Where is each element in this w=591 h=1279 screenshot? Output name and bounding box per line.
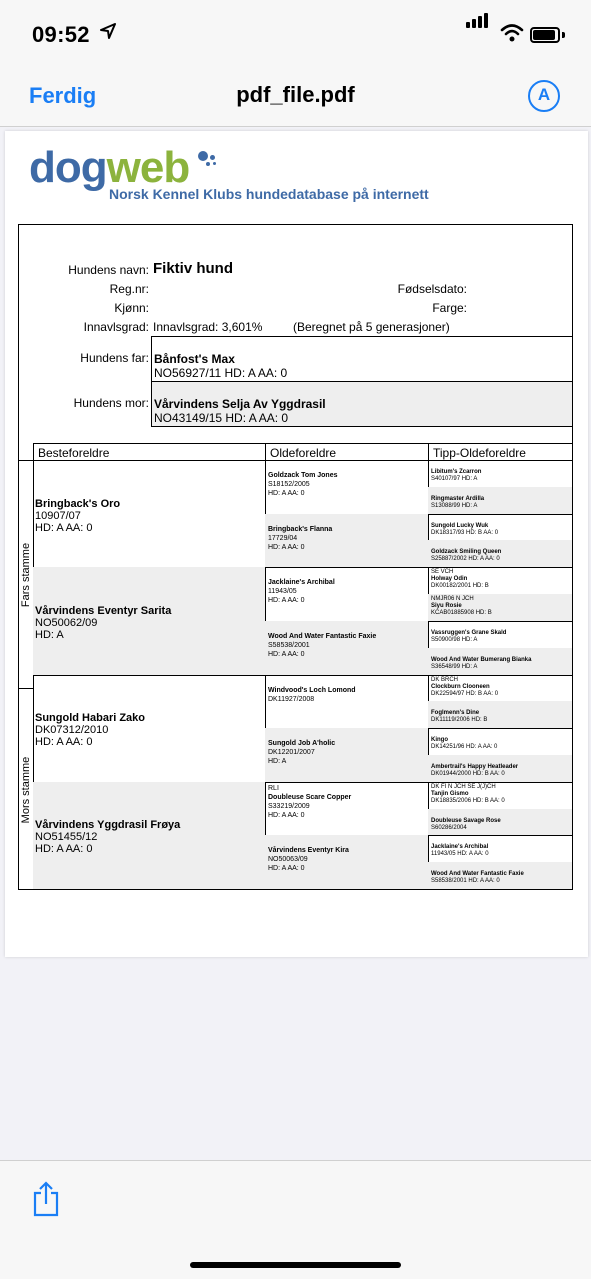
fathers-line-label: Fars stamme (19, 460, 34, 689)
dog-health: HD: A AA: 0 (268, 490, 305, 497)
dog-name: Jacklaine's Archibal (268, 579, 335, 587)
mothers-line-label: Mors stamme (19, 688, 34, 890)
dog-title: SE VCH (431, 569, 454, 576)
dog-title: RLI (268, 784, 279, 792)
inbreeding-value: Innavlsgrad: 3,601% (153, 320, 263, 334)
g2-cell (265, 514, 429, 569)
dog-info: S40107/97 HD: A (431, 476, 478, 482)
dog-name: Sungold Lucky Wuk (431, 522, 489, 529)
dog-name: Vassruggen's Grane Skald (431, 629, 507, 636)
dog-health: HD: A AA: 0 (268, 543, 305, 551)
location-icon (100, 23, 116, 44)
dog-info: DK18835/2006 HD: B AA: 0 (431, 797, 505, 804)
bottom-toolbar (0, 1160, 591, 1279)
dog-info: KCAB01885908 HD: B (431, 610, 492, 617)
dog-name: Holway Odin (431, 576, 468, 583)
g2-cell (265, 675, 429, 730)
dog-name: Libitum's Zcarron (431, 469, 482, 475)
dog-reg: S33219/2009 (268, 802, 310, 810)
dog-health: HD: A AA: 0 (35, 521, 93, 534)
dog-name: Goldzack Smiling Queen (431, 549, 502, 556)
dog-reg: DK07312/2010 (35, 724, 109, 737)
mother-label: Hundens mor: (73, 396, 149, 410)
dog-name: Siyu Rosie (431, 603, 462, 610)
dog-health: HD: A AA: 0 (268, 811, 305, 819)
dog-health: HD: A AA: 0 (35, 843, 93, 856)
dog-name: Doubleuse Savage Rose (431, 817, 501, 824)
father-info: NO56927/11 HD: A AA: 0 (154, 366, 288, 380)
dog-name: Bringback's Oro (35, 497, 121, 510)
header-great-great-grandparents: Tipp-Oldeforeldre (428, 443, 573, 461)
dog-name: Wood And Water Bumerang Bianka (431, 656, 532, 663)
dog-info: DK11119/2006 HD: B (431, 717, 488, 724)
dog-info: S60286/2004 (431, 824, 467, 831)
color-label: Farge: (432, 301, 467, 315)
dog-reg: S58538/2001 (268, 641, 310, 649)
dog-info: S25887/2002 HD: A AA: 0 (431, 556, 500, 563)
dog-name: Ambertrail's Happy Heatleader (431, 763, 519, 770)
name-label: Hundens navn: (68, 263, 149, 277)
dog-info: S58538/2001 HD: A AA: 0 (431, 878, 500, 885)
g2-cell (265, 728, 429, 783)
mother-info: NO43149/15 HD: A AA: 0 (154, 411, 289, 425)
dog-info: S50900/98 HD: A (431, 636, 478, 643)
dog-reg: 10907/07 (35, 509, 81, 522)
dog-name: Tanjin Gismo (431, 790, 469, 797)
dog-health: HD: A AA: 0 (268, 597, 305, 605)
dog-info: DK18317/93 HD: B AA: 0 (431, 529, 499, 536)
g2-cell (265, 782, 429, 837)
dog-reg: NO50062/09 (35, 616, 98, 629)
g2-cell (265, 621, 429, 676)
clock: 09:52 (32, 22, 90, 47)
g3-cell (428, 487, 573, 515)
dog-health: HD: A AA: 0 (268, 650, 305, 658)
dog-info: 11943/05 HD: A AA: 0 (431, 851, 489, 858)
g3-cell (428, 460, 573, 488)
dog-name: Vårvindens Yggdrasil Frøya (35, 819, 181, 832)
birthdate-label: Fødselsdato: (397, 282, 467, 296)
g3-cell (428, 621, 573, 649)
mother-box (151, 381, 573, 427)
mother-name: Vårvindens Selja Av Yggdrasil (154, 397, 326, 411)
pdf-page (5, 131, 588, 957)
father-label: Hundens far: (80, 351, 149, 365)
g2-cell (265, 567, 429, 622)
g1-cell (33, 675, 266, 783)
father-box (151, 336, 573, 382)
dog-name: Foglmenn's Dine (431, 710, 480, 717)
dog-name: Kingo (431, 737, 448, 744)
share-icon[interactable] (32, 1181, 60, 1217)
dog-name: Vårvindens Eventyr Sarita (35, 604, 172, 617)
header-great-grandparents: Oldeforeldre (265, 443, 429, 461)
g3-cell (428, 648, 573, 676)
dog-reg: DK12201/2007 (268, 749, 315, 757)
dogweb-logo: dogweb (29, 143, 190, 192)
dog-info: S13088/99 HD: A (431, 502, 478, 509)
g3-cell (428, 835, 573, 863)
dog-title: DK BRCH (431, 676, 459, 683)
reg-label: Reg.nr: (109, 282, 149, 296)
g2-cell (265, 835, 429, 890)
pdf-viewer[interactable] (0, 128, 591, 1160)
dog-name: Sungold Habari Zako (35, 712, 146, 725)
dog-title: NMJR06 N JCH (431, 596, 474, 603)
battery-icon (530, 27, 560, 43)
dog-name: Doubleuse Scare Copper (268, 793, 352, 801)
inbreeding-note: (Beregnet på 5 generasjoner) (293, 320, 450, 334)
gender-label: Kjønn: (114, 301, 149, 315)
dog-reg: NO50063/09 (268, 856, 308, 864)
g3-cell (428, 594, 573, 622)
g3-cell (428, 540, 573, 568)
dog-reg: NO51455/12 (35, 831, 98, 844)
dog-name: Ringmaster Ardilla (431, 495, 485, 502)
dog-reg: S18152/2005 (268, 481, 310, 488)
father-name: Bånfost's Max (154, 352, 235, 366)
g1-cell (33, 782, 266, 890)
g1-cell (33, 460, 266, 568)
g2-cell (265, 460, 429, 515)
dog-info: DK22594/97 HD: B AA: 0 (431, 690, 499, 697)
dog-title: DK FI N JCH SE J(J)CH (431, 783, 496, 790)
dog-name: Bringback's Flanna (268, 525, 333, 533)
dog-info: DK00182/2001 HD: B (431, 583, 489, 590)
g3-cell (428, 782, 573, 810)
dog-health: HD: A (268, 758, 287, 766)
markup-icon[interactable] (528, 80, 560, 112)
g3-cell (428, 755, 573, 783)
dog-info: DK14251/96 HD: A AA: 0 (431, 744, 498, 751)
dog-health: HD: A (35, 628, 64, 641)
status-bar (0, 0, 591, 70)
logo-subtitle: Norsk Kennel Klubs hundedatabase på internett (109, 186, 429, 202)
dog-reg: 11943/05 (268, 588, 297, 596)
navigation-bar (0, 70, 591, 127)
dog-reg: DK11927/2008 (268, 695, 315, 703)
dog-name: Vårvindens Eventyr Kira (268, 847, 349, 855)
home-indicator[interactable] (190, 1262, 401, 1268)
g3-cell (428, 514, 573, 542)
g3-cell (428, 809, 573, 837)
g3-cell (428, 675, 573, 703)
header-grandparents: Besteforeldre (33, 443, 266, 461)
g1-cell (33, 567, 266, 675)
dog-info: S36548/99 HD: A (431, 663, 478, 670)
done-button[interactable]: Ferdig (29, 83, 97, 108)
dog-name: Clockburn Clooneen (431, 683, 490, 690)
battery-tip (562, 32, 565, 38)
document-title: pdf_file.pdf (236, 82, 355, 107)
g3-cell (428, 862, 573, 890)
pedigree-document (18, 224, 573, 890)
dog-name: Wood And Water Fantastic Faxie (431, 871, 524, 878)
g3-cell (428, 728, 573, 756)
inbreeding-label: Innavlsgrad: (83, 320, 149, 334)
dog-health: HD: A AA: 0 (35, 736, 93, 749)
wifi-icon (500, 24, 524, 48)
dog-name: Fiktiv hund (153, 260, 233, 277)
dog-name: Sungold Job A'holic (268, 740, 336, 748)
dog-reg: 17729/04 (268, 534, 298, 542)
dog-name: Goldzack Tom Jones (268, 472, 338, 479)
dog-info: DK01944/2000 HD: B AA: 0 (431, 770, 505, 777)
g3-cell (428, 567, 573, 595)
dog-name: Windvood's Loch Lomond (268, 686, 356, 694)
dog-health: HD: A AA: 0 (268, 865, 305, 873)
dog-name: Wood And Water Fantastic Faxie (268, 632, 377, 640)
dog-name: Jacklaine's Archibal (431, 844, 489, 851)
g3-cell (428, 701, 573, 729)
